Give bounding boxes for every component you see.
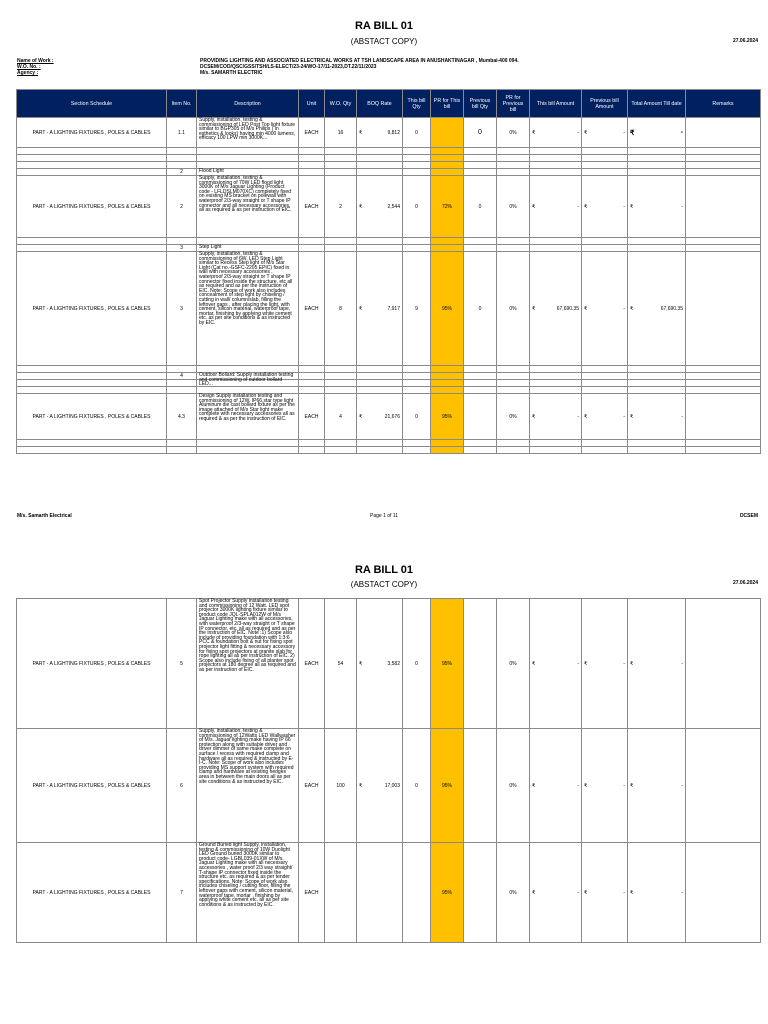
rupee-symbol: ₹ bbox=[532, 413, 536, 420]
remarks-cell bbox=[686, 394, 761, 440]
rupee-symbol: ₹ bbox=[630, 413, 634, 420]
section-cell: PART - A LIGHTING FIXTURES , POLES & CABLES bbox=[17, 599, 167, 729]
section-cell: PART - A LIGHTING FIXTURES , POLES & CABLES bbox=[17, 176, 167, 238]
this-bill-amount-value: - bbox=[577, 782, 579, 789]
rupee-symbol: ₹ bbox=[532, 129, 536, 136]
unit-cell: EACH bbox=[299, 118, 325, 148]
rupee-symbol: ₹ bbox=[532, 889, 536, 896]
total-amount-value: - bbox=[681, 203, 683, 210]
total-amount-cell bbox=[628, 729, 686, 843]
rupee-symbol: ₹ bbox=[532, 782, 536, 789]
pr-previous-bill-cell: 0% bbox=[497, 599, 530, 729]
rupee-symbol: ₹ bbox=[584, 305, 588, 312]
page-title: RA BILL 01 bbox=[354, 20, 414, 32]
col-header-boq-rate: BOQ Rate bbox=[357, 90, 403, 118]
this-bill-amount-cell bbox=[530, 394, 582, 440]
previous-bill-qty-cell bbox=[464, 394, 497, 440]
col-header-this-bill-qty: This bill Qty bbox=[403, 90, 431, 118]
previous-bill-amount-cell bbox=[582, 843, 628, 943]
footer-department: DCSEM bbox=[739, 513, 758, 519]
blank-row bbox=[17, 162, 761, 169]
boq-rate-cell bbox=[357, 729, 403, 843]
pr-previous-bill-cell: 0% bbox=[497, 252, 530, 366]
remarks-cell bbox=[686, 252, 761, 366]
blank-row bbox=[17, 447, 761, 454]
meta-values bbox=[200, 58, 519, 77]
total-amount-cell bbox=[628, 394, 686, 440]
blank-row bbox=[17, 387, 761, 394]
col-header-pr-this-bill: PR for This bill bbox=[431, 90, 464, 118]
previous-bill-qty-cell: 0 bbox=[464, 176, 497, 238]
table-row bbox=[17, 176, 761, 238]
pr-this-bill-cell: 95% bbox=[431, 729, 464, 843]
col-header-this-bill-amount: This bill Amount bbox=[530, 90, 582, 118]
rupee-symbol: ₹ bbox=[532, 203, 536, 210]
boq-rate-cell bbox=[357, 252, 403, 366]
remarks-cell bbox=[686, 729, 761, 843]
section-cell: PART - A LIGHTING FIXTURES , POLES & CABLES bbox=[17, 118, 167, 148]
rupee-symbol: ₹ bbox=[584, 129, 588, 136]
item-no-cell: 7 bbox=[167, 843, 197, 943]
previous-bill-amount-value: - bbox=[623, 782, 625, 789]
blank-row bbox=[17, 380, 761, 387]
meta-labels bbox=[17, 58, 54, 77]
this-bill-amount-value: 67,690.35 bbox=[556, 305, 579, 312]
wo-qty-cell: 16 bbox=[325, 118, 357, 148]
table-row bbox=[17, 252, 761, 366]
previous-bill-qty-cell bbox=[464, 729, 497, 843]
sub-heading-row bbox=[17, 373, 761, 380]
total-amount-value: - bbox=[681, 660, 683, 667]
this-bill-qty-cell: 0 bbox=[403, 118, 431, 148]
sub-heading-row bbox=[17, 169, 761, 176]
boq-rate-cell bbox=[357, 118, 403, 148]
previous-bill-amount-value: - bbox=[623, 660, 625, 667]
this-bill-amount-cell bbox=[530, 118, 582, 148]
col-header-item-no: Item No. bbox=[167, 90, 197, 118]
rupee-symbol: ₹ bbox=[630, 203, 634, 210]
blank-row bbox=[17, 366, 761, 373]
section-cell: PART - A LIGHTING FIXTURES , POLES & CABLES bbox=[17, 843, 167, 943]
this-bill-amount-value: - bbox=[577, 413, 579, 420]
item-no-cell: 3 bbox=[167, 252, 197, 366]
rupee-symbol: ₹ bbox=[359, 413, 363, 420]
this-bill-qty-cell: 0 bbox=[403, 599, 431, 729]
description-cell: Supply, installation, testing & commissioning of 6W, LED Step Light similar to Recess Step light of M/s Star Light (Cat no.-GSFC-2205 EPIC) fixed in wall with necessary accessories , waterproof 2/3-way straight or T shape IP connector fixed inside the structure, etc all as required and as per the instruction of EIC. Note: Scope of work also includes concealment of step light by chiseling / cutting in wall/ column/slab, filling the leftover gaps , after placing the light, with cement, silicon material, waterproof tape, mortar, finishing by applying white cement etc. as per site conditions & as instructed by EIC. bbox=[197, 252, 299, 366]
total-amount-value: - bbox=[681, 782, 683, 789]
previous-bill-amount-value: - bbox=[623, 129, 625, 136]
pr-previous-bill-cell: 0% bbox=[497, 118, 530, 148]
this-bill-qty-cell: 0 bbox=[403, 176, 431, 238]
pr-this-bill-cell: 95% bbox=[431, 843, 464, 943]
item-no-cell: 5 bbox=[167, 599, 197, 729]
item-no-cell: 1.1 bbox=[167, 118, 197, 148]
table-row bbox=[17, 843, 761, 943]
description-text: Supply, installation, testing & commissioning of LED Post Top light fixture similar to BGP305 of M/s Philips ( in esthetics & looks) having min 4000 lumens, efficacy 100 LPW min 3000K... bbox=[199, 117, 296, 142]
wo-qty-cell: 2 bbox=[325, 176, 357, 238]
total-amount-cell bbox=[628, 599, 686, 729]
sub-description bbox=[197, 372, 299, 388]
name-of-work-label: Name of Work : bbox=[17, 58, 54, 64]
agency-label: Agency : bbox=[17, 70, 39, 77]
description-cell: Design Supply installation testing and commissioning of 12W, IP66,star type light Aluminum die cast bollard fixture as per the image attached of M/s Star light make complete with necessary accessories all as required & as per the instruction of EIC. bbox=[197, 394, 299, 440]
this-bill-amount-cell bbox=[530, 599, 582, 729]
previous-bill-amount-cell bbox=[582, 394, 628, 440]
boq-rate-cell bbox=[357, 599, 403, 729]
remarks-cell bbox=[686, 599, 761, 729]
description-cell: Spot Projector Supply installation testing and commissioning of 12 Watt. LED spot projector 3000K lighting fixture similar to product code JQL-SPLA012W of M/s Jaguar Lighting make with all accessories, with waterproof 2/3-way straight or T shape IP connector, etc. all as required and as per the instruction of EIC. Note :1) Scope also include of providing foundation with 1:3:6 PCC & foundation bolt & nut for fixing spot projector light fitting & necessary accessory for fixing spot projectors at granite slab for rope lighting all as per instruction of EIC. 2) Scope also include fixing of all planter spot projectors at 180 degree all as required and as per instruction of EIC. bbox=[197, 599, 299, 729]
rupee-symbol: ₹ bbox=[359, 660, 363, 667]
pr-this-bill-cell: 95% bbox=[431, 252, 464, 366]
this-bill-qty-cell bbox=[403, 843, 431, 943]
this-bill-amount-value: - bbox=[577, 660, 579, 667]
rupee-symbol: ₹ bbox=[584, 660, 588, 667]
section-cell: PART - A LIGHTING FIXTURES , POLES & CABLES bbox=[17, 729, 167, 843]
item-no-cell: 4.3 bbox=[167, 394, 197, 440]
abstract-table-page-1 bbox=[16, 89, 761, 454]
blank-row bbox=[17, 148, 761, 155]
boq-rate-value: 3,582 bbox=[387, 660, 400, 667]
previous-bill-qty-cell: 0 bbox=[464, 252, 497, 366]
previous-bill-qty-cell: 0 bbox=[464, 118, 497, 148]
rupee-symbol: ₹ bbox=[630, 129, 635, 137]
previous-bill-qty-cell bbox=[464, 599, 497, 729]
bill-date: 27.06.2024 bbox=[732, 580, 758, 586]
rupee-symbol: ₹ bbox=[359, 203, 363, 210]
description-cell: Ground Buried light Supply, installation, testing & commissioning of 10W Duolight LED Ground buried 3000K similar to product code- LGBL039-01XW of M/s. Jaguar Lighting make with all necessary accessories , water proof 2/3 way straight/ T-shape IP connector fixed inside the structure etc. as required & as per tender specifications. Note: Scope of work also includes chiseling / cutting floor, filling the leftover gaps with cement, silicon material, waterproof tape, mortar , finishing by applying white cement etc. all as per site conditions & as instructed by EIC. bbox=[197, 843, 299, 943]
boq-rate-value: 17,003 bbox=[384, 782, 400, 789]
pr-this-bill-cell: 95% bbox=[431, 394, 464, 440]
abstract-table-page-2 bbox=[16, 598, 761, 943]
unit-cell: EACH bbox=[299, 729, 325, 843]
rupee-symbol: ₹ bbox=[584, 203, 588, 210]
pr-previous-bill-cell: 0% bbox=[497, 394, 530, 440]
name-of-work-value: PROVIDING LIGHTING AND ASSOCIATED ELECTRICAL WORKS AT TSH LANDSCAPE AREA IN ANUSHAKTINAGAR , Mumbai-400 094. bbox=[200, 58, 519, 64]
table-row bbox=[17, 599, 761, 729]
table-header-row bbox=[17, 90, 761, 118]
table-row bbox=[17, 118, 761, 148]
boq-rate-value: 9,812 bbox=[387, 129, 400, 136]
boq-rate-value: 21,676 bbox=[384, 413, 400, 420]
rupee-symbol: ₹ bbox=[359, 129, 363, 136]
boq-rate-cell bbox=[357, 176, 403, 238]
unit-cell: EACH bbox=[299, 394, 325, 440]
blank-row bbox=[17, 155, 761, 162]
blank-row bbox=[17, 238, 761, 245]
rupee-symbol: ₹ bbox=[584, 889, 588, 896]
rupee-symbol: ₹ bbox=[532, 305, 536, 312]
previous-bill-qty-cell bbox=[464, 843, 497, 943]
this-bill-amount-value: - bbox=[577, 889, 579, 896]
total-amount-value: - bbox=[681, 413, 683, 420]
total-amount-cell bbox=[628, 843, 686, 943]
wo-qty-cell: 54 bbox=[325, 599, 357, 729]
unit-cell: EACH bbox=[299, 599, 325, 729]
sub-description: Step Light bbox=[197, 245, 299, 252]
previous-bill-amount-value: - bbox=[623, 889, 625, 896]
description-cell: Supply, installation, testing & commissioning of 70W LED flood light 3000K of M/s Jaguar Lighting (Product code - LFLDSLM070XC) completely fixed on existing MS bracket on polewall with waterproof 2/3-way straight or T shape IP connector and all necessary accessories, all as required & as per instruction of EIC. bbox=[197, 176, 299, 238]
sub-item-no: 3 bbox=[167, 245, 197, 252]
total-amount-value: - bbox=[681, 889, 683, 896]
sub-item-no: 4 bbox=[167, 373, 197, 380]
pr-this-bill-cell bbox=[431, 118, 464, 148]
table-row bbox=[17, 729, 761, 843]
description-cell bbox=[197, 118, 299, 148]
item-no-cell: 6 bbox=[167, 729, 197, 843]
wo-qty-cell bbox=[325, 843, 357, 943]
remarks-cell bbox=[686, 176, 761, 238]
wo-no-value: DCSEM/COD/QSC/GSS/TSH/LS-ELECT/23-24/WO-17/11-2023,DT.22/11/2023 bbox=[200, 64, 377, 71]
this-bill-amount-cell bbox=[530, 252, 582, 366]
this-bill-qty-cell: 0 bbox=[403, 394, 431, 440]
table-row bbox=[17, 394, 761, 440]
section-cell: PART - A LIGHTING FIXTURES , POLES & CABLES bbox=[17, 252, 167, 366]
wo-no-label: W.O. No. : bbox=[17, 64, 41, 71]
this-bill-amount-value: - bbox=[577, 203, 579, 210]
rupee-symbol: ₹ bbox=[584, 413, 588, 420]
unit-cell: EACH bbox=[299, 176, 325, 238]
col-header-unit: Unit bbox=[299, 90, 325, 118]
bill-date: 27.06.2024 bbox=[732, 38, 758, 44]
this-bill-amount-value: - bbox=[577, 129, 579, 136]
col-header-pr-previous-bill: PR for Previous bill bbox=[497, 90, 530, 118]
pr-this-bill-cell: 95% bbox=[431, 599, 464, 729]
rupee-symbol: ₹ bbox=[359, 782, 363, 789]
sub-item-no: 2 bbox=[167, 169, 197, 176]
total-amount-cell bbox=[628, 118, 686, 148]
previous-bill-amount-cell bbox=[582, 118, 628, 148]
wo-qty-cell: 8 bbox=[325, 252, 357, 366]
rupee-symbol: ₹ bbox=[359, 305, 363, 312]
agency-value: M/s. SAMARTH ELECTRIC bbox=[200, 70, 263, 77]
col-header-section: Section Schedule bbox=[17, 90, 167, 118]
page-title: RA BILL 01 bbox=[354, 564, 414, 576]
this-bill-amount-cell bbox=[530, 176, 582, 238]
previous-bill-amount-cell bbox=[582, 729, 628, 843]
pr-previous-bill-cell: 0% bbox=[497, 176, 530, 238]
pr-previous-bill-cell: 0% bbox=[497, 843, 530, 943]
item-no-cell: 2 bbox=[167, 176, 197, 238]
sub-heading-row bbox=[17, 245, 761, 252]
page-subtitle: (ABSTACT COPY) bbox=[350, 580, 418, 589]
remarks-cell bbox=[686, 843, 761, 943]
previous-bill-amount-value: - bbox=[623, 413, 625, 420]
col-header-remarks: Remarks bbox=[686, 90, 761, 118]
section-cell: PART - A LIGHTING FIXTURES , POLES & CABLES bbox=[17, 394, 167, 440]
pr-previous-bill-cell: 0% bbox=[497, 729, 530, 843]
pr-this-bill-cell: 72% bbox=[431, 176, 464, 238]
unit-cell: EACH bbox=[299, 843, 325, 943]
unit-cell: EACH bbox=[299, 252, 325, 366]
boq-rate-cell bbox=[357, 843, 403, 943]
sub-description-text: Outdoor Bollard: Supply installation testing and commissioning of outdoor bollard LED... bbox=[199, 372, 294, 388]
sub-description: Flood Light bbox=[197, 169, 299, 176]
this-bill-qty-cell: 9 bbox=[403, 252, 431, 366]
this-bill-amount-cell bbox=[530, 843, 582, 943]
rupee-symbol: ₹ bbox=[630, 305, 634, 312]
previous-bill-amount-cell bbox=[582, 176, 628, 238]
bill-page-2 bbox=[0, 530, 768, 1024]
col-header-total-amount: Total Amount Till date bbox=[628, 90, 686, 118]
col-header-description: Description bbox=[197, 90, 299, 118]
description-cell: Supply, installation, testing & commissioning of 12Watts LED Wallwasher of M/s. Jaguar lighting make having IP 66 protection along with suitable driver and driver dimmer of same make complete on surface / recess with required clamp and hardware all as required & instructed by E-I-C. Note: Scope of work also includes providing MS support system with required clamp and hardware at existing hedges area in between the main doors all as per site conditions & as instructed by EIC. bbox=[197, 729, 299, 843]
rupee-symbol: ₹ bbox=[630, 889, 634, 896]
boq-rate-value: 2,544 bbox=[387, 203, 400, 210]
rupee-symbol: ₹ bbox=[532, 660, 536, 667]
page-number: Page 1 of 11 bbox=[370, 513, 398, 519]
col-header-previous-bill-qty: Previous bill Qty bbox=[464, 90, 497, 118]
previous-bill-amount-cell bbox=[582, 599, 628, 729]
rupee-symbol: ₹ bbox=[630, 782, 634, 789]
col-header-previous-bill-amount: Previous bill Amount bbox=[582, 90, 628, 118]
total-amount-value: 67,690.35 bbox=[660, 305, 683, 312]
boq-rate-cell bbox=[357, 394, 403, 440]
rupee-symbol: ₹ bbox=[584, 782, 588, 789]
col-header-wo-qty: W.O. Qty bbox=[325, 90, 357, 118]
boq-rate-value: 7,917 bbox=[387, 305, 400, 312]
rupee-symbol: ₹ bbox=[630, 660, 634, 667]
previous-bill-amount-value: - bbox=[623, 305, 625, 312]
footer-agency: M/s. Samarth Electrical bbox=[17, 513, 72, 519]
total-amount-value: - bbox=[680, 128, 683, 136]
previous-bill-amount-value: - bbox=[623, 203, 625, 210]
blank-row bbox=[17, 440, 761, 447]
total-amount-cell bbox=[628, 176, 686, 238]
this-bill-amount-cell bbox=[530, 729, 582, 843]
page-subtitle: (ABSTACT COPY) bbox=[350, 37, 418, 46]
previous-bill-amount-cell bbox=[582, 252, 628, 366]
wo-qty-cell: 100 bbox=[325, 729, 357, 843]
wo-qty-cell: 4 bbox=[325, 394, 357, 440]
remarks-cell bbox=[686, 118, 761, 148]
this-bill-qty-cell: 0 bbox=[403, 729, 431, 843]
total-amount-cell bbox=[628, 252, 686, 366]
